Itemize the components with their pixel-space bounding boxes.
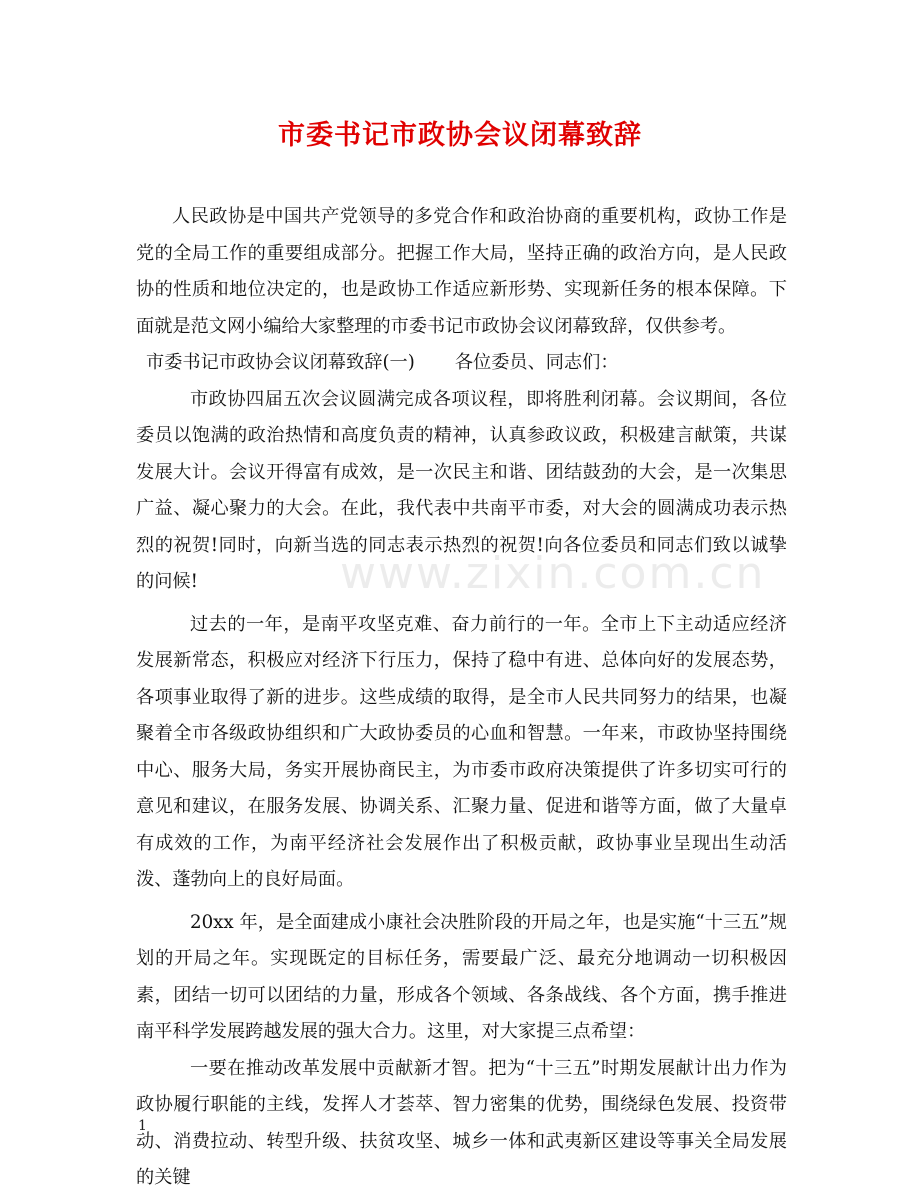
paragraph-past-year: 过去的一年，是南平攻坚克难、奋力前行的一年。全市上下主动适应经济发展新常态，积极应对经济下行压力，保持了稳中有进、总体向好的发展态势，各项事业取得了新的进步。这些成绩的取得，是全市人民共同努力的结果，也凝聚着全市各级政协组织和广大政协委员的心血和智慧。一年来，市政协坚持围绕中心、服务大局，务实开展协商民主，为市委市政府决策提供了许多切实可行的意见和建议，在服务发展、协调关系、汇聚力量、促进和谐等方面，做了大量卓有成效的工作，为南平经济社会发展作出了积极贡献，政协事业呈现出生动活泼、蓬勃向上的良好局面。: [136, 613, 787, 890]
salutation: 各位委员、同志们：: [454, 352, 619, 373]
section-heading: 市委书记市政协会议闭幕致辞(一): [146, 352, 415, 373]
paragraph-new-year: 20xx 年，是全面建成小康社会决胜阶段的开局之年，也是实施“十三五”规划的开局之年。实现既定的目标任务，需要最广泛、最充分地调动一切积极因素，团结一切可以团结的力量，形成各个领域、各条战线、各个方面，携手推进南平科学发展跨越发展的强大合力。这里，对大家提三点希望：: [136, 911, 787, 1042]
paragraph-opening: 市政协四届五次会议圆满完成各项议程，即将胜利闭幕。会议期间，各位委员以饱满的政治热情和高度负责的精神，认真参政议政，积极建言献策，共谋发展大计。会议开得富有成效，是一次民主和谐、团结鼓劲的大会，是一次集思广益、凝心聚力的大会。在此，我代表中共南平市委，对大会的圆满成功表示热烈的祝贺!同时，向新当选的同志表示热烈的祝贺!向各位委员和同志们致以诚挚的问候!: [136, 388, 787, 592]
section-line: [136, 345, 787, 382]
document-body: [136, 199, 787, 1197]
watermark: www.zixin.com.cn: [340, 548, 766, 599]
paragraph-hope-one: 一要在推动改革发展中贡献新才智。把为“十三五”时期发展献计出力作为政协履行职能的主线，发挥人才荟萃、智力密集的优势，围绕绿色发展、投资带动、消费拉动、转型升级、扶贫攻坚、城乡一体和武夷新区建设等事关全局发展的关键: [136, 1057, 787, 1188]
document-title: 市委书记市政协会议闭幕致辞: [278, 120, 642, 151]
intro-paragraph: 人民政协是中国共产党领导的多党合作和政治协商的重要机构，政协工作是党的全局工作的重要组成部分。把握工作大局，坚持正确的政治方向，是人民政协的性质和地位决定的，也是政协工作适应新形势、实现新任务的根本保障。下面就是范文网小编给大家整理的市委书记市政协会议闭幕致辞，仅供参考。: [136, 206, 787, 337]
page-number: 1: [138, 1118, 147, 1134]
